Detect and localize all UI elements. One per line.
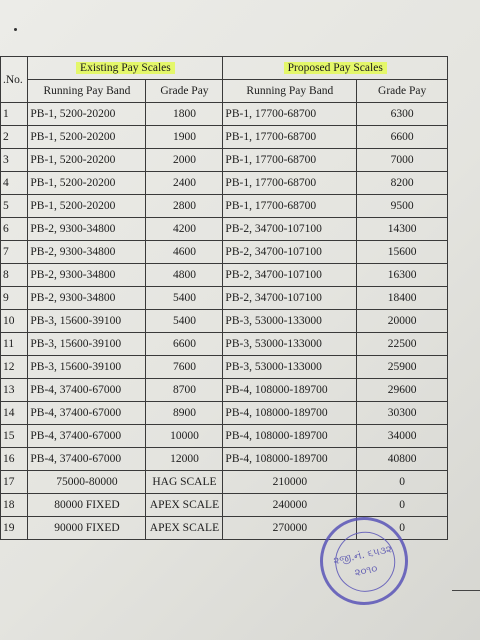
proposed-running-pay-band-cell: PB-2, 34700-107100 <box>223 287 357 310</box>
proposed-running-pay-band-cell: PB-1, 17700-68700 <box>223 126 357 149</box>
sno-cell: 10 <box>1 310 28 333</box>
running-pay-band-cell: 80000 FIXED <box>28 494 146 517</box>
grade-pay-cell: 2000 <box>146 149 223 172</box>
proposed-running-pay-band-header: Running Pay Band <box>223 80 357 103</box>
table-row <box>1 471 448 494</box>
running-pay-band-cell: PB-2, 9300-34800 <box>28 218 146 241</box>
table-group-header-row <box>1 57 448 80</box>
running-pay-band-cell: PB-2, 9300-34800 <box>28 264 146 287</box>
sno-cell: 2 <box>1 126 28 149</box>
sno-cell: 8 <box>1 264 28 287</box>
running-pay-band-cell: 75000-80000 <box>28 471 146 494</box>
grade-pay-cell: 12000 <box>146 448 223 471</box>
sno-cell: 16 <box>1 448 28 471</box>
proposed-running-pay-band-cell: PB-3, 53000-133000 <box>223 333 357 356</box>
running-pay-band-cell: 90000 FIXED <box>28 517 146 540</box>
running-pay-band-cell: PB-1, 5200-20200 <box>28 103 146 126</box>
proposed-grade-pay-cell: 6600 <box>357 126 448 149</box>
sno-cell: 7 <box>1 241 28 264</box>
table-row <box>1 494 448 517</box>
table-row <box>1 241 448 264</box>
proposed-running-pay-band-cell: PB-1, 17700-68700 <box>223 195 357 218</box>
table-row <box>1 218 448 241</box>
table-row <box>1 310 448 333</box>
table-row <box>1 149 448 172</box>
sno-cell: 5 <box>1 195 28 218</box>
proposed-grade-pay-header: Grade Pay <box>357 80 448 103</box>
grade-pay-cell: 1800 <box>146 103 223 126</box>
grade-pay-cell: 5400 <box>146 310 223 333</box>
grade-pay-cell: 8700 <box>146 379 223 402</box>
running-pay-band-cell: PB-1, 5200-20200 <box>28 149 146 172</box>
table-row <box>1 379 448 402</box>
pay-scale-table <box>0 56 448 540</box>
running-pay-band-cell: PB-2, 9300-34800 <box>28 241 146 264</box>
proposed-running-pay-band-cell: PB-4, 108000-189700 <box>223 379 357 402</box>
seal-year: ૨૦૧૦ <box>353 563 379 580</box>
grade-pay-cell: 5400 <box>146 287 223 310</box>
table-row <box>1 287 448 310</box>
proposed-grade-pay-cell: 34000 <box>357 425 448 448</box>
grade-pay-cell: APEX SCALE <box>146 494 223 517</box>
table-body <box>1 103 448 540</box>
proposed-grade-pay-cell: 30300 <box>357 402 448 425</box>
proposed-grade-pay-cell: 18400 <box>357 287 448 310</box>
sno-cell: 4 <box>1 172 28 195</box>
proposed-grade-pay-cell: 7000 <box>357 149 448 172</box>
proposed-grade-pay-cell: 15600 <box>357 241 448 264</box>
proposed-grade-pay-cell: 0 <box>357 494 448 517</box>
proposed-running-pay-band-cell: PB-3, 53000-133000 <box>223 356 357 379</box>
sno-cell: 12 <box>1 356 28 379</box>
proposed-grade-pay-cell: 20000 <box>357 310 448 333</box>
sno-cell: 9 <box>1 287 28 310</box>
sno-cell: 13 <box>1 379 28 402</box>
seal-registration-number: ૨જી.નં. ૬૫૩૨ <box>332 544 394 568</box>
running-pay-band-header: Running Pay Band <box>28 80 146 103</box>
running-pay-band-cell: PB-1, 5200-20200 <box>28 172 146 195</box>
running-pay-band-cell: PB-1, 5200-20200 <box>28 195 146 218</box>
sno-cell: 6 <box>1 218 28 241</box>
grade-pay-cell: 8900 <box>146 402 223 425</box>
table-row <box>1 195 448 218</box>
table-row <box>1 126 448 149</box>
proposed-grade-pay-cell: 9500 <box>357 195 448 218</box>
table-row <box>1 103 448 126</box>
proposed-running-pay-band-cell: PB-1, 17700-68700 <box>223 149 357 172</box>
grade-pay-cell: 4800 <box>146 264 223 287</box>
grade-pay-cell: 7600 <box>146 356 223 379</box>
table-row <box>1 172 448 195</box>
proposed-grade-pay-cell: 14300 <box>357 218 448 241</box>
grade-pay-cell: 1900 <box>146 126 223 149</box>
running-pay-band-cell: PB-3, 15600-39100 <box>28 310 146 333</box>
grade-pay-header: Grade Pay <box>146 80 223 103</box>
proposed-running-pay-band-cell: PB-2, 34700-107100 <box>223 264 357 287</box>
proposed-running-pay-band-cell: 270000 <box>223 517 357 540</box>
proposed-grade-pay-cell: 22500 <box>357 333 448 356</box>
grade-pay-cell: 10000 <box>146 425 223 448</box>
table-sub-header-row <box>1 80 448 103</box>
proposed-grade-pay-cell: 16300 <box>357 264 448 287</box>
proposed-running-pay-band-cell: PB-1, 17700-68700 <box>223 103 357 126</box>
running-pay-band-cell: PB-4, 37400-67000 <box>28 448 146 471</box>
proposed-grade-pay-cell: 25900 <box>357 356 448 379</box>
sno-cell: 19 <box>1 517 28 540</box>
sno-cell: 14 <box>1 402 28 425</box>
sno-header: .No. <box>1 57 28 103</box>
proposed-running-pay-band-cell: PB-3, 53000-133000 <box>223 310 357 333</box>
proposed-running-pay-band-cell: PB-4, 108000-189700 <box>223 448 357 471</box>
proposed-running-pay-band-cell: 240000 <box>223 494 357 517</box>
grade-pay-cell: APEX SCALE <box>146 517 223 540</box>
running-pay-band-cell: PB-3, 15600-39100 <box>28 356 146 379</box>
table-row <box>1 333 448 356</box>
running-pay-band-cell: PB-3, 15600-39100 <box>28 333 146 356</box>
sno-cell: 11 <box>1 333 28 356</box>
bullet-dot <box>14 28 17 31</box>
running-pay-band-cell: PB-4, 37400-67000 <box>28 402 146 425</box>
table-row <box>1 425 448 448</box>
grade-pay-cell: 4600 <box>146 241 223 264</box>
grade-pay-cell: 2800 <box>146 195 223 218</box>
sno-cell: 1 <box>1 103 28 126</box>
table-row <box>1 448 448 471</box>
running-pay-band-cell: PB-4, 37400-67000 <box>28 425 146 448</box>
sno-cell: 18 <box>1 494 28 517</box>
grade-pay-cell: 2400 <box>146 172 223 195</box>
sno-cell: 3 <box>1 149 28 172</box>
proposed-grade-pay-cell: 6300 <box>357 103 448 126</box>
existing-pay-scales-label: Existing Pay Scales <box>76 62 175 74</box>
proposed-running-pay-band-cell: PB-1, 17700-68700 <box>223 172 357 195</box>
proposed-grade-pay-cell: 29600 <box>357 379 448 402</box>
sno-cell: 17 <box>1 471 28 494</box>
proposed-running-pay-band-cell: PB-4, 108000-189700 <box>223 402 357 425</box>
proposed-pay-scales-header <box>223 57 448 80</box>
proposed-grade-pay-cell: 0 <box>357 471 448 494</box>
proposed-running-pay-band-cell: PB-4, 108000-189700 <box>223 425 357 448</box>
proposed-running-pay-band-cell: 210000 <box>223 471 357 494</box>
proposed-running-pay-band-cell: PB-2, 34700-107100 <box>223 241 357 264</box>
proposed-running-pay-band-cell: PB-2, 34700-107100 <box>223 218 357 241</box>
proposed-grade-pay-cell: 0 <box>357 517 448 540</box>
grade-pay-cell: 6600 <box>146 333 223 356</box>
proposed-pay-scales-label: Proposed Pay Scales <box>284 62 387 74</box>
running-pay-band-cell: PB-1, 5200-20200 <box>28 126 146 149</box>
table-row <box>1 402 448 425</box>
table-row <box>1 356 448 379</box>
proposed-grade-pay-cell: 8200 <box>357 172 448 195</box>
page-mark-line <box>452 590 480 591</box>
grade-pay-cell: 4200 <box>146 218 223 241</box>
existing-pay-scales-header <box>28 57 223 80</box>
grade-pay-cell: HAG SCALE <box>146 471 223 494</box>
running-pay-band-cell: PB-2, 9300-34800 <box>28 287 146 310</box>
sno-cell: 15 <box>1 425 28 448</box>
running-pay-band-cell: PB-4, 37400-67000 <box>28 379 146 402</box>
proposed-grade-pay-cell: 40800 <box>357 448 448 471</box>
table-row <box>1 264 448 287</box>
